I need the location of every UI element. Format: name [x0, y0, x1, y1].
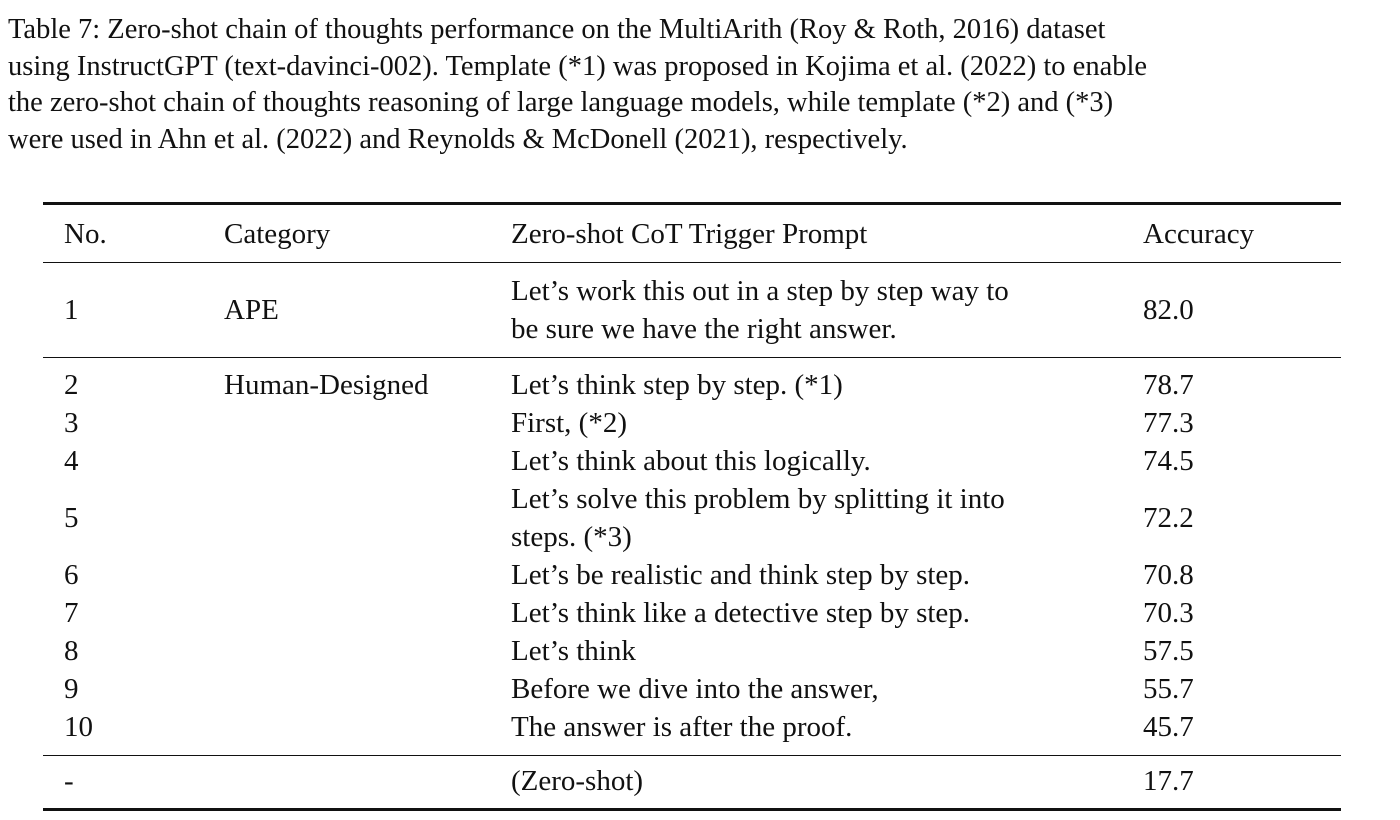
prompt-line: Let’s work this out in a step by step way to — [511, 275, 1009, 307]
cell-no: 8 — [64, 635, 79, 667]
cell-prompt: Let’s be realistic and think step by step. — [511, 559, 971, 591]
cell-accuracy: 72.2 — [1143, 502, 1194, 534]
cell-prompt — [490, 480, 1122, 556]
cell-prompt: (Zero-shot) — [511, 765, 644, 797]
cell-no: 1 — [64, 294, 79, 326]
cell-accuracy: 45.7 — [1143, 711, 1194, 743]
cell-accuracy: 77.3 — [1143, 407, 1194, 439]
cell-prompt: The answer is after the proof. — [511, 711, 853, 743]
cell-prompt: Before we dive into the answer, — [511, 673, 879, 705]
prompt-line: be sure we have the right answer. — [511, 313, 897, 345]
cell-prompt: Let’s think step by step. (*1) — [511, 369, 843, 401]
table-row — [43, 263, 1341, 358]
cell-no: - — [64, 765, 74, 797]
cell-accuracy: 70.8 — [1143, 559, 1194, 591]
cell-prompt: First, (*2) — [511, 407, 627, 439]
cell-prompt — [490, 263, 1122, 358]
table-row — [43, 756, 1341, 810]
cell-category — [203, 404, 490, 442]
header-category: Category — [224, 217, 331, 250]
cell-category — [203, 480, 490, 556]
header-prompt: Zero-shot CoT Trigger Prompt — [511, 217, 868, 250]
cell-no: 5 — [64, 502, 79, 534]
table-row — [43, 594, 1341, 632]
prompt-line: steps. (*3) — [511, 521, 632, 553]
cell-no: 9 — [64, 673, 79, 705]
table-row — [43, 480, 1341, 556]
cell-accuracy: 17.7 — [1143, 765, 1194, 797]
cell-accuracy: 55.7 — [1143, 673, 1194, 705]
cell-category — [203, 708, 490, 756]
cell-no: 2 — [64, 369, 79, 401]
cell-category — [203, 632, 490, 670]
cell-no: 3 — [64, 407, 79, 439]
cell-accuracy: 70.3 — [1143, 597, 1194, 629]
table-row — [43, 708, 1341, 756]
cell-category: Human-Designed — [224, 369, 429, 401]
header-accuracy: Accuracy — [1143, 217, 1255, 250]
cell-no: 4 — [64, 445, 79, 477]
cell-category — [203, 594, 490, 632]
table-row — [43, 442, 1341, 480]
cell-category — [203, 670, 490, 708]
cell-no: 7 — [64, 597, 79, 629]
cell-accuracy: 78.7 — [1143, 369, 1194, 401]
cell-no: 10 — [64, 711, 93, 743]
cell-accuracy-best: 82.0 — [1143, 294, 1194, 326]
cell-accuracy: 74.5 — [1143, 445, 1194, 477]
cell-category — [203, 556, 490, 594]
table-row — [43, 632, 1341, 670]
header-no: No. — [64, 217, 107, 250]
prompt-line: Let’s solve this problem by splitting it into — [511, 483, 1005, 515]
caption-line: were used in Ahn et al. (2022) and Reynolds & McDonell (2021), respectively. — [8, 123, 908, 155]
header-row — [43, 204, 1341, 263]
table-caption — [8, 12, 1393, 158]
cell-category — [203, 442, 490, 480]
cell-prompt: Let’s think about this logically. — [511, 445, 871, 477]
table-row — [43, 556, 1341, 594]
table-row — [43, 358, 1341, 405]
cell-category — [203, 756, 490, 810]
cell-category: APE — [224, 294, 279, 326]
cell-prompt: Let’s think like a detective step by step. — [511, 597, 971, 629]
table-row — [43, 670, 1341, 708]
caption-line: using InstructGPT (text-davinci-002). Template (*1) was proposed in Kojima et al. (2022) to enable — [8, 50, 1148, 82]
caption-line: the zero-shot chain of thoughts reasoning of large language models, while template (*2) and (*3) — [8, 87, 1114, 118]
table-row — [43, 404, 1341, 442]
results-table — [43, 202, 1341, 811]
caption-line: Table 7: Zero-shot chain of thoughts performance on the MultiArith (Roy & Roth, 2016) dataset — [8, 14, 1106, 45]
cell-accuracy: 57.5 — [1143, 635, 1194, 667]
cell-prompt: Let’s think — [511, 635, 636, 667]
cell-no: 6 — [64, 559, 79, 591]
